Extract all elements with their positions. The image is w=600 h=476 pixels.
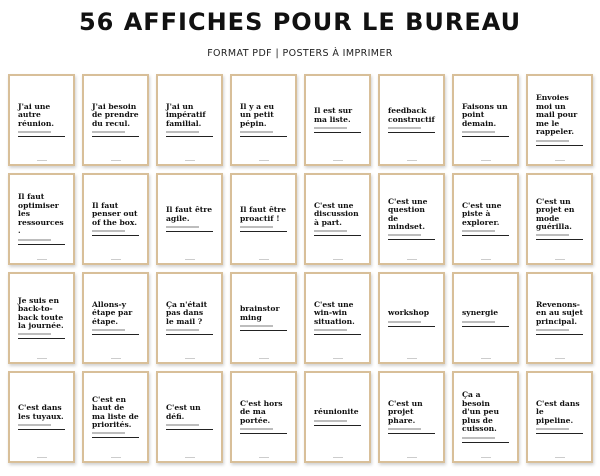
poster-phrase: J'ai une autre réunion. <box>18 101 54 128</box>
poster-phrase: C'est un projet phare. <box>388 398 423 425</box>
poster-phrase: C'est hors de ma portée. <box>240 398 283 425</box>
poster-footer <box>232 457 295 459</box>
poster-rule <box>92 437 139 438</box>
poster-phrase: Revenons-en au sujet principal. <box>536 299 583 326</box>
poster-phrase: C'est dans le pipeline. <box>536 398 580 425</box>
poster-rule <box>536 433 583 434</box>
poster-phrase: Ça a besoin d'un peu plus de cuisson. <box>462 390 499 434</box>
poster-footer <box>454 358 517 360</box>
poster-phrase: brainstorming <box>240 304 280 322</box>
poster-caption <box>92 432 125 434</box>
poster-frame <box>8 272 75 364</box>
page-subtitle: FORMAT PDF | POSTERS À IMPRIMER <box>207 48 393 59</box>
poster-caption <box>92 230 125 232</box>
poster-phrase: Je suis en back-to-back toute la journée. <box>18 295 64 330</box>
poster-phrase: Allons-y étape par étape. <box>92 299 133 326</box>
poster-footer <box>528 358 591 360</box>
poster-frame <box>230 272 297 364</box>
poster-caption <box>388 127 421 129</box>
poster-rule <box>18 136 65 137</box>
poster-phrase: Ça n'était pas dans le mail ? <box>166 299 208 326</box>
poster-footer <box>306 457 369 459</box>
poster-rule <box>388 132 435 133</box>
poster-frame <box>304 173 371 265</box>
poster-card <box>459 378 512 456</box>
poster-phrase: C'est une win-win situation. <box>314 299 355 326</box>
poster-phrase: C'est dans les tuyaux. <box>18 403 64 421</box>
poster-phrase: J'ai besoin de prendre du recul. <box>92 101 139 128</box>
poster-card <box>311 378 364 456</box>
poster-footer <box>232 358 295 360</box>
poster-frame <box>156 74 223 166</box>
poster-footer <box>528 160 591 162</box>
poster-rule <box>388 326 435 327</box>
poster-rule <box>536 145 583 146</box>
poster-phrase: C'est un défi. <box>166 403 201 421</box>
poster-frame <box>82 272 149 364</box>
poster-card <box>459 180 512 258</box>
poster-rule <box>388 433 435 434</box>
poster-rule <box>240 231 287 232</box>
page-title: 56 AFFICHES POUR LE BUREAU <box>78 8 522 36</box>
poster-footer <box>454 160 517 162</box>
poster-caption <box>388 234 421 236</box>
poster-rule <box>314 132 361 133</box>
poster-phrase: C'est une discussion à part. <box>314 200 359 227</box>
poster-phrase: C'est un projet en mode guérilla. <box>536 196 575 231</box>
poster-card <box>459 81 512 159</box>
poster-phrase: C'est une question de mindset. <box>388 196 428 231</box>
poster-footer <box>528 457 591 459</box>
poster-card <box>237 378 290 456</box>
poster-card <box>311 180 364 258</box>
poster-rule <box>536 334 583 335</box>
poster-card <box>533 81 586 159</box>
poster-card <box>89 279 142 357</box>
poster-frame <box>304 371 371 463</box>
poster-frame <box>304 272 371 364</box>
poster-rule <box>314 425 361 426</box>
poster-frame <box>230 371 297 463</box>
poster-card <box>533 279 586 357</box>
poster-footer <box>380 259 443 261</box>
poster-rule <box>166 136 213 137</box>
poster-phrase: Il y a eu un petit pépin. <box>240 101 275 128</box>
poster-frame <box>378 74 445 166</box>
poster-caption <box>18 424 51 426</box>
poster-card <box>385 279 438 357</box>
poster-frame <box>230 173 297 265</box>
poster-card <box>237 279 290 357</box>
poster-frame <box>452 371 519 463</box>
poster-footer <box>454 259 517 261</box>
poster-frame <box>8 74 75 166</box>
poster-frame <box>304 74 371 166</box>
poster-card <box>15 180 68 258</box>
poster-caption <box>240 226 273 228</box>
poster-caption <box>314 420 347 422</box>
poster-frame <box>452 173 519 265</box>
poster-caption <box>314 329 347 331</box>
poster-footer <box>232 259 295 261</box>
poster-frame <box>8 173 75 265</box>
poster-card <box>89 81 142 159</box>
poster-card <box>163 378 216 456</box>
poster-phrase: C'est en haut de ma liste de priorités. <box>92 394 139 429</box>
poster-footer <box>84 259 147 261</box>
poster-card <box>385 180 438 258</box>
poster-card <box>237 180 290 258</box>
poster-rule <box>240 136 287 137</box>
poster-footer <box>380 160 443 162</box>
poster-caption <box>388 428 421 430</box>
poster-footer <box>454 457 517 459</box>
poster-phrase: synergie <box>462 308 499 318</box>
poster-phrase: Il faut optimiser les ressources. <box>18 192 64 236</box>
poster-rule <box>92 334 139 335</box>
poster-rule <box>240 433 287 434</box>
poster-caption <box>462 321 495 323</box>
poster-card <box>163 279 216 357</box>
poster-grid <box>8 74 596 474</box>
poster-frame <box>526 371 593 463</box>
poster-caption <box>92 131 125 133</box>
poster-frame <box>82 173 149 265</box>
poster-footer <box>10 259 73 261</box>
poster-frame <box>8 371 75 463</box>
poster-footer <box>380 457 443 459</box>
poster-phrase: J'ai un impératif familial. <box>166 101 206 128</box>
poster-frame <box>378 371 445 463</box>
poster-frame <box>526 74 593 166</box>
poster-footer <box>84 358 147 360</box>
poster-footer <box>232 160 295 162</box>
poster-rule <box>240 330 287 331</box>
poster-footer <box>10 358 73 360</box>
poster-footer <box>84 457 147 459</box>
poster-caption <box>536 140 569 142</box>
poster-frame <box>452 272 519 364</box>
poster-rule <box>462 442 509 443</box>
poster-card <box>311 279 364 357</box>
poster-caption <box>18 131 51 133</box>
poster-frame <box>378 272 445 364</box>
poster-caption <box>462 437 495 439</box>
poster-card <box>533 378 586 456</box>
poster-rule <box>166 429 213 430</box>
poster-footer <box>158 259 221 261</box>
poster-footer <box>158 457 221 459</box>
poster-frame <box>156 173 223 265</box>
poster-card <box>89 180 142 258</box>
poster-footer <box>158 160 221 162</box>
poster-caption <box>536 329 569 331</box>
poster-card <box>15 279 68 357</box>
poster-card <box>15 81 68 159</box>
poster-rule <box>314 334 361 335</box>
poster-rule <box>92 136 139 137</box>
poster-footer <box>528 259 591 261</box>
poster-phrase: Il faut penser out of the box. <box>92 200 138 227</box>
poster-caption <box>18 239 51 241</box>
poster-rule <box>462 235 509 236</box>
poster-caption <box>166 424 199 426</box>
poster-card <box>163 81 216 159</box>
poster-footer <box>306 358 369 360</box>
poster-rule <box>92 235 139 236</box>
poster-phrase: feedback constructif <box>388 106 435 124</box>
poster-card <box>237 81 290 159</box>
poster-phrase: Il faut être agile. <box>166 205 213 223</box>
poster-card <box>311 81 364 159</box>
poster-caption <box>240 325 273 327</box>
poster-footer <box>10 457 73 459</box>
poster-rule <box>462 136 509 137</box>
poster-phrase: Il faut être proactif ! <box>240 205 287 223</box>
poster-caption <box>388 321 421 323</box>
poster-frame <box>230 74 297 166</box>
poster-footer <box>380 358 443 360</box>
poster-card <box>459 279 512 357</box>
poster-caption <box>314 230 347 232</box>
poster-caption <box>240 131 273 133</box>
poster-caption <box>240 428 273 430</box>
poster-frame <box>82 74 149 166</box>
poster-frame <box>378 173 445 265</box>
poster-frame <box>452 74 519 166</box>
poster-frame <box>526 272 593 364</box>
poster-footer <box>158 358 221 360</box>
poster-rule <box>166 231 213 232</box>
poster-caption <box>166 329 199 331</box>
poster-phrase: C'est une piste à explorer. <box>462 200 502 227</box>
poster-rule <box>18 338 65 339</box>
poster-frame <box>156 371 223 463</box>
poster-caption <box>462 230 495 232</box>
poster-caption <box>166 131 199 133</box>
poster-rule <box>536 239 583 240</box>
poster-footer <box>306 160 369 162</box>
poster-frame <box>526 173 593 265</box>
poster-rule <box>462 326 509 327</box>
poster-caption <box>314 127 347 129</box>
poster-frame <box>82 371 149 463</box>
poster-rule <box>18 429 65 430</box>
poster-rule <box>314 235 361 236</box>
poster-caption <box>536 234 569 236</box>
poster-frame <box>156 272 223 364</box>
poster-rule <box>166 334 213 335</box>
poster-card <box>15 378 68 456</box>
poster-phrase: Faisons un point demain. <box>462 101 508 128</box>
poster-caption <box>92 329 125 331</box>
poster-footer <box>10 160 73 162</box>
poster-footer <box>84 160 147 162</box>
poster-caption <box>536 428 569 430</box>
poster-card <box>163 180 216 258</box>
poster-card <box>533 180 586 258</box>
poster-rule <box>388 239 435 240</box>
poster-phrase: Il est sur ma liste. <box>314 106 353 124</box>
poster-rule <box>18 244 65 245</box>
poster-phrase: Envoies moi un mail pour me le rappeler. <box>536 93 578 137</box>
poster-caption <box>166 226 199 228</box>
poster-phrase: réunionite <box>314 407 359 417</box>
poster-caption <box>18 333 51 335</box>
poster-phrase: workshop <box>388 308 430 318</box>
poster-card <box>385 81 438 159</box>
poster-card <box>89 378 142 456</box>
poster-footer <box>306 259 369 261</box>
poster-card <box>385 378 438 456</box>
poster-caption <box>462 131 495 133</box>
